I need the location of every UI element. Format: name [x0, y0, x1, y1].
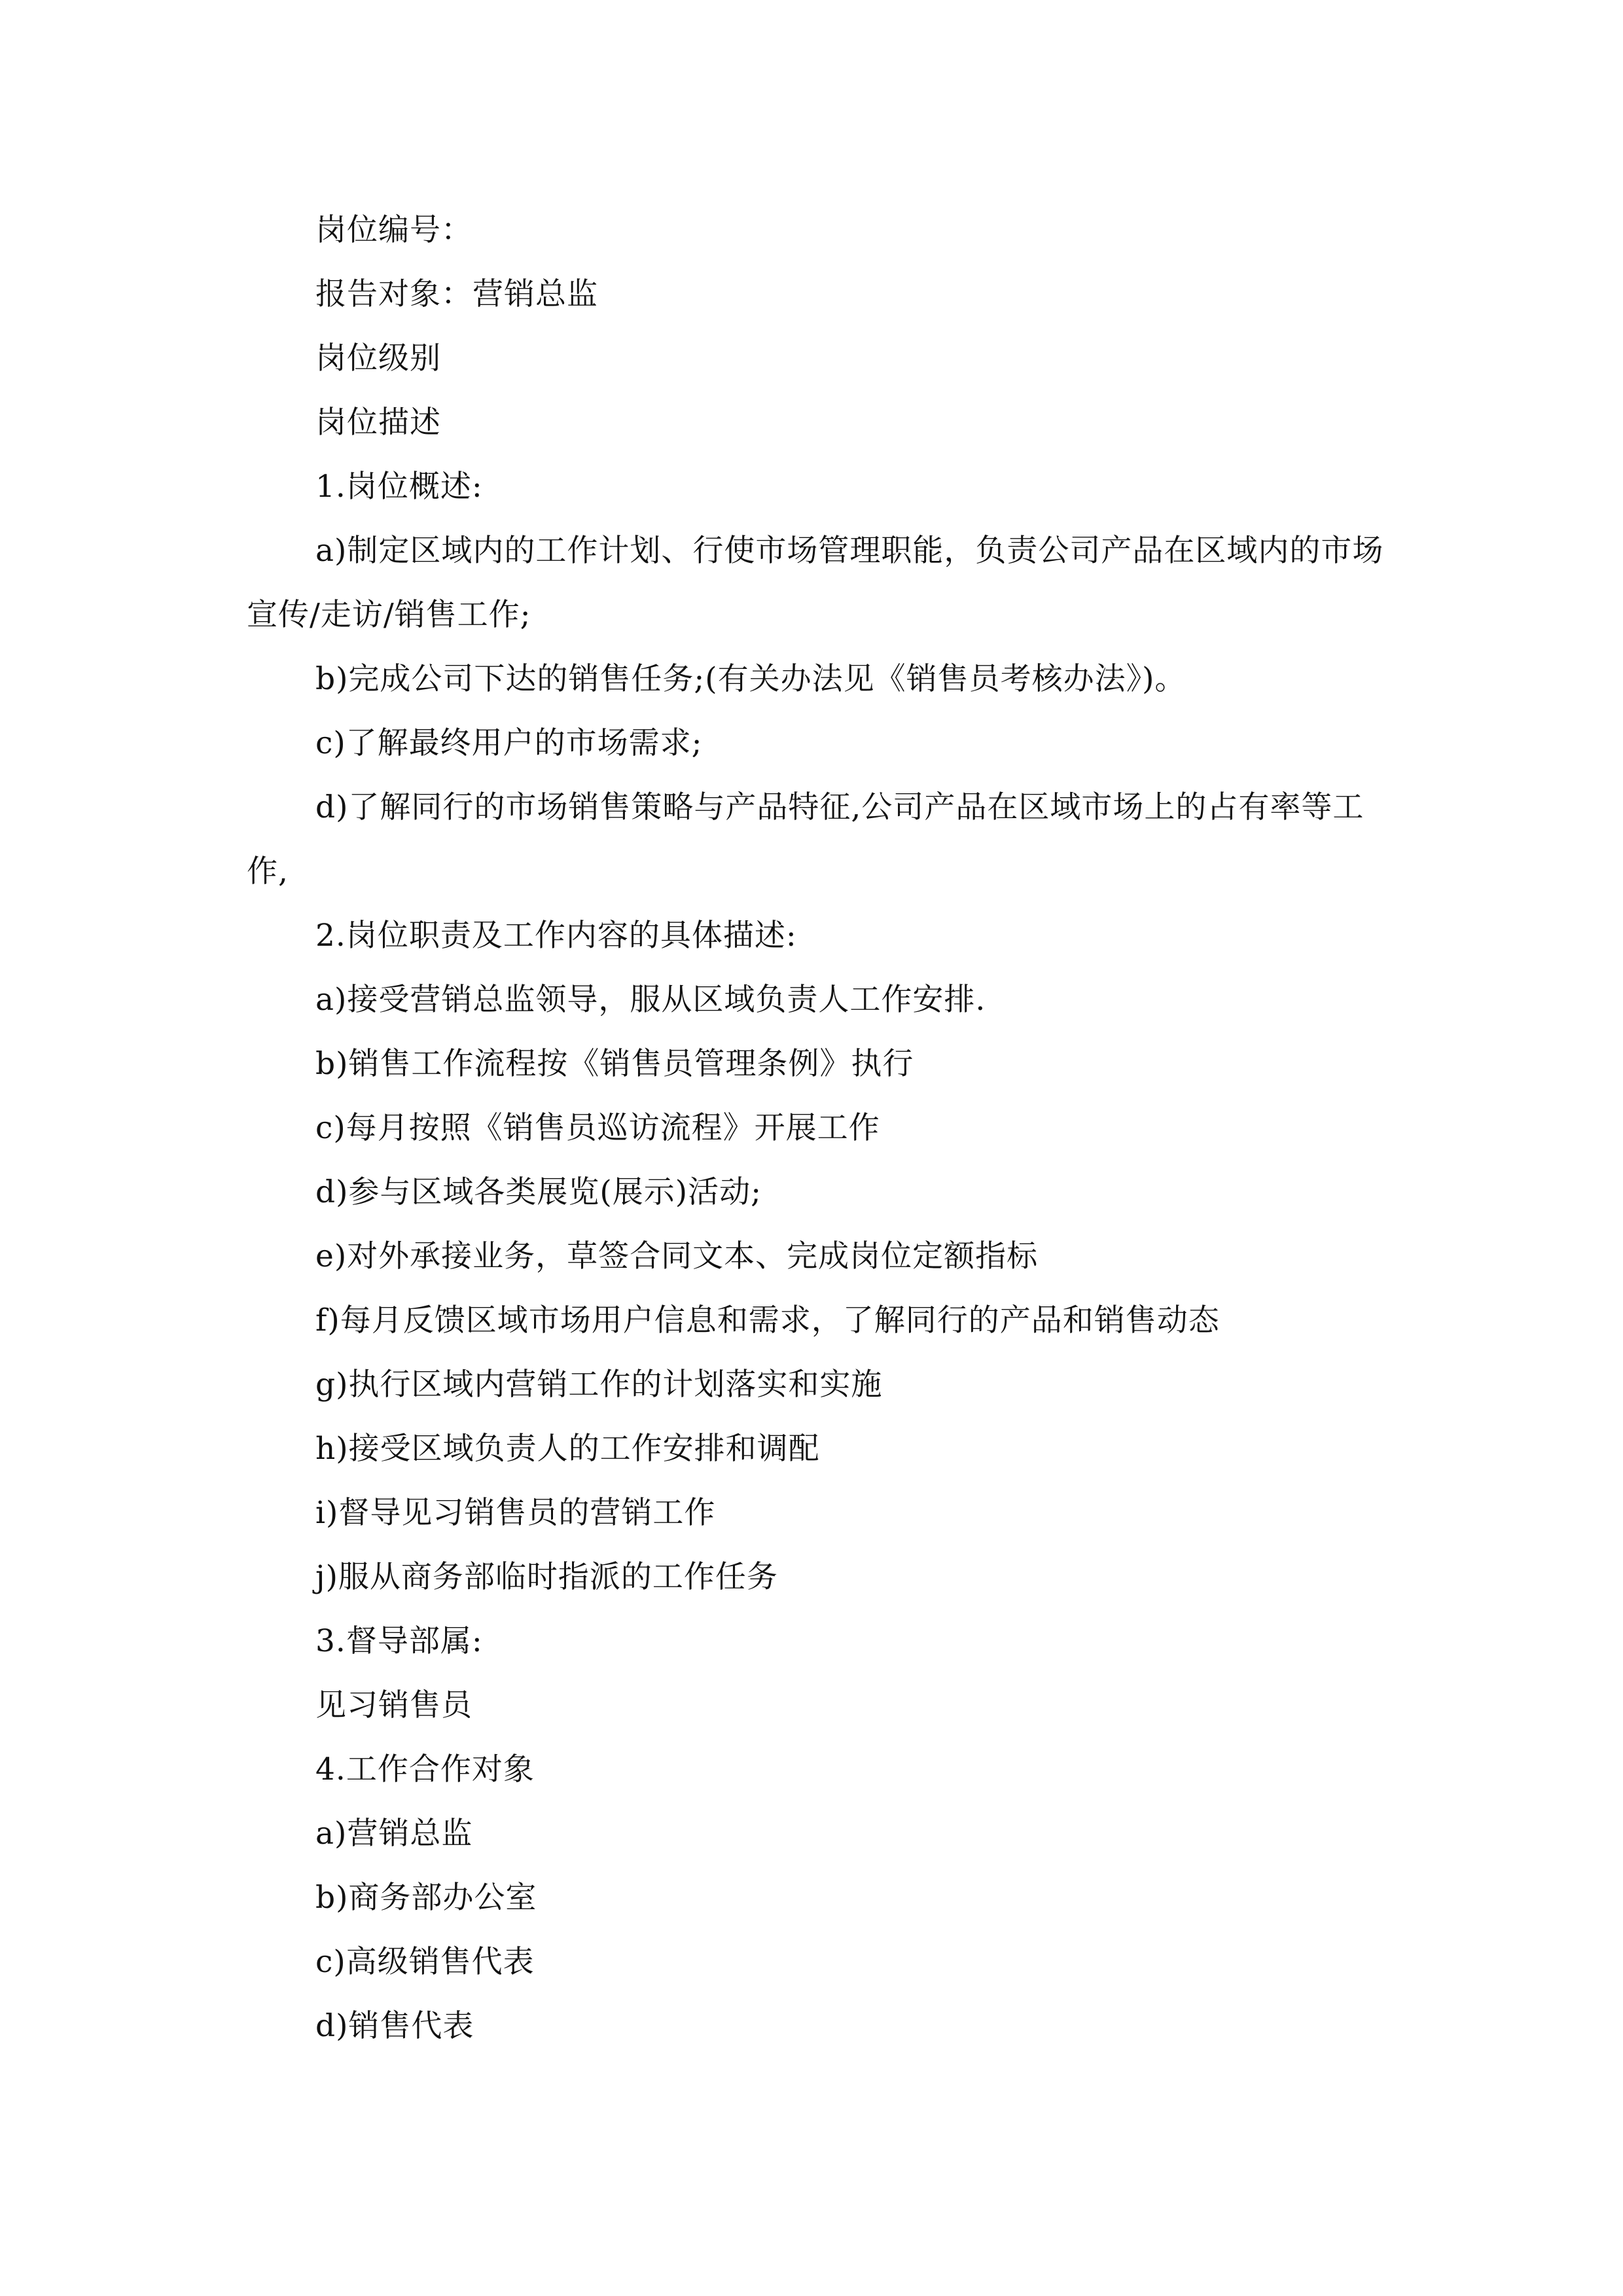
duty-item-b: b)销售工作流程按《销售员管理条例》执行	[315, 1046, 914, 1082]
overview-item-d: d)了解同行的市场销售策略与产品特征,公司产品在区域市场上的占有率等工作,	[247, 789, 1364, 889]
duty-item-g: g)执行区域内营销工作的计划落实和实施	[315, 1367, 883, 1403]
duty-item-f: f)每月反馈区域市场用户信息和需求，了解同行的产品和销售动态	[315, 1302, 1220, 1338]
duty-item-j: j)服从商务部临时指派的工作任务	[315, 1559, 778, 1595]
post-level-line: 岗位级别	[315, 340, 441, 376]
duty-item-e: e)对外承接业务，草签合同文本、完成岗位定额指标	[315, 1238, 1039, 1274]
duty-item-h: h)接受区域负责人的工作安排和调配	[315, 1431, 820, 1467]
duty-item-a: a)接受营销总监领导，服从区域负责人工作安排.	[315, 982, 986, 1018]
partner-item-a: a)营销总监	[315, 1816, 473, 1852]
report-to-line: 报告对象：营销总监	[315, 276, 598, 312]
post-number-line: 岗位编号：	[315, 212, 473, 248]
section-4-heading: 4.工作合作对象	[315, 1751, 535, 1787]
duty-item-i: i)督导见习销售员的营销工作	[315, 1495, 716, 1531]
partner-item-c: c)高级销售代表	[315, 1944, 535, 1980]
subordinate-line: 见习销售员	[315, 1687, 473, 1723]
partner-item-b: b)商务部办公室	[315, 1880, 537, 1916]
overview-item-c: c)了解最终用户的市场需求;	[315, 725, 703, 761]
duty-item-c: c)每月按照《销售员巡访流程》开展工作	[315, 1110, 880, 1146]
duty-item-d: d)参与区域各类展览(展示)活动;	[315, 1174, 762, 1210]
section-1-heading: 1.岗位概述:	[315, 469, 483, 505]
section-3-heading: 3.督导部属:	[315, 1623, 483, 1659]
partner-item-d: d)销售代表	[315, 2008, 474, 2044]
overview-item-b: b)完成公司下达的销售任务;(有关办法见《销售员考核办法》)。	[315, 661, 1186, 697]
post-description-heading: 岗位描述	[315, 404, 441, 440]
overview-item-a: a)制定区域内的工作计划、行使市场管理职能，负责公司产品在区域内的市场宣传/走访/销售工作;	[247, 533, 1384, 633]
section-2-heading: 2.岗位职责及工作内容的具体描述:	[315, 918, 797, 954]
